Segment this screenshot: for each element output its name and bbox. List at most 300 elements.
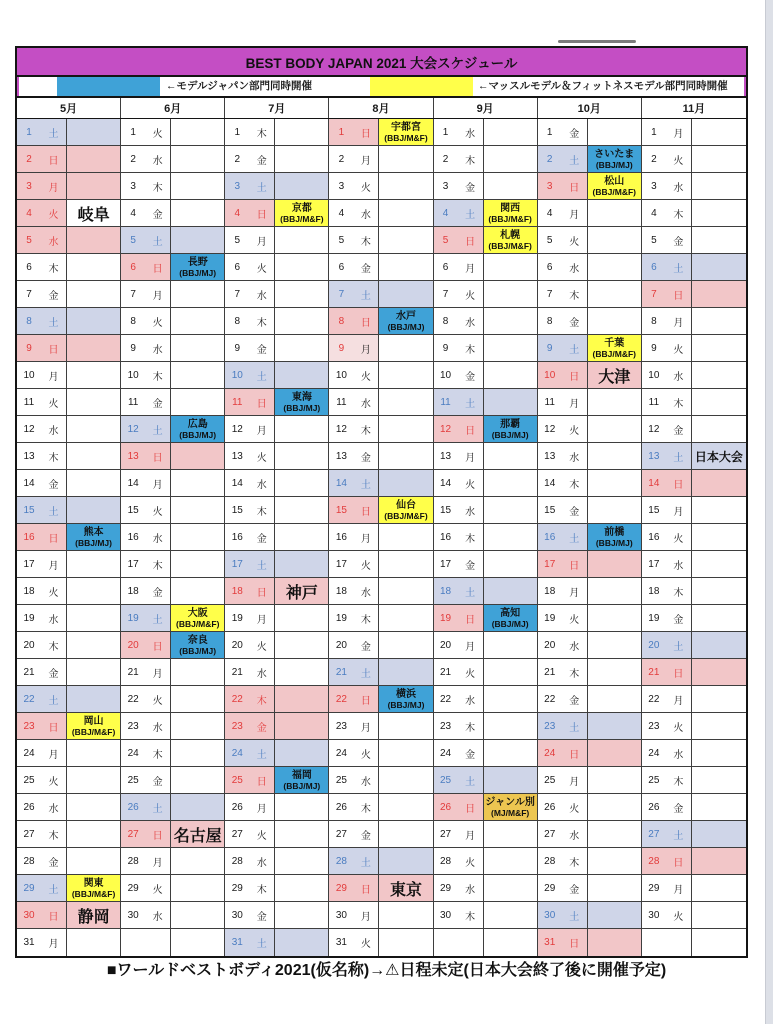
event-cell xyxy=(275,578,328,604)
day-weekday: 月 xyxy=(360,722,371,734)
month-day-cell xyxy=(121,362,225,389)
event-cell-empty xyxy=(692,605,746,631)
day-number-cell xyxy=(538,632,588,658)
event-cell-empty xyxy=(67,416,120,442)
event-cell-empty xyxy=(588,848,641,874)
day-number: 22 xyxy=(231,693,243,705)
event-cell-empty xyxy=(379,848,432,874)
day-number: 8 xyxy=(26,315,32,327)
day-number: 15 xyxy=(648,504,660,516)
event-cell-empty xyxy=(171,173,224,199)
event-cell-empty xyxy=(379,227,432,253)
day-weekday: 日 xyxy=(256,209,267,221)
day-number-cell xyxy=(538,119,588,145)
month-day-cell xyxy=(538,173,642,200)
day-number-cell xyxy=(329,335,379,361)
month-day-cell xyxy=(642,605,746,632)
day-number-cell xyxy=(121,146,171,172)
event-cell-empty xyxy=(692,362,746,388)
day-number: 9 xyxy=(26,342,32,354)
day-weekday: 日 xyxy=(48,155,59,167)
day-number-cell xyxy=(329,578,379,604)
month-day-cell xyxy=(329,119,433,146)
event-cell-empty xyxy=(588,740,641,766)
day-weekday: 金 xyxy=(360,263,371,275)
month-day-cell xyxy=(225,254,329,281)
month-day-cell xyxy=(329,146,433,173)
event-cell-empty xyxy=(588,605,641,631)
day-number: 29 xyxy=(23,882,35,894)
day-weekday: 月 xyxy=(256,614,267,626)
day-weekday: 月 xyxy=(673,695,684,707)
calendar-row xyxy=(17,416,746,443)
day-weekday: 火 xyxy=(673,344,684,356)
day-weekday: 木 xyxy=(48,263,59,275)
day-weekday: 日 xyxy=(256,776,267,788)
event-cell-empty xyxy=(484,281,537,307)
day-weekday: 火 xyxy=(256,641,267,653)
day-number-cell xyxy=(642,416,692,442)
event-cell-empty xyxy=(692,875,746,901)
event-name: 岡山 xyxy=(83,715,104,727)
day-weekday: 金 xyxy=(256,911,267,923)
day-weekday: 金 xyxy=(48,857,59,869)
event-cell-empty xyxy=(484,146,537,172)
event-cell-empty xyxy=(588,416,641,442)
day-number: 6 xyxy=(234,261,241,273)
event-cell-empty xyxy=(379,389,432,415)
day-number: 27 xyxy=(231,828,243,840)
day-number-cell xyxy=(642,821,692,847)
day-number-cell xyxy=(17,146,67,172)
day-number: 3 xyxy=(442,180,449,192)
event-cell-empty xyxy=(275,416,328,442)
day-number: 23 xyxy=(231,720,243,732)
month-day-cell xyxy=(642,794,746,821)
day-number-cell xyxy=(538,362,588,388)
event-cell-empty xyxy=(692,227,746,253)
month-day-cell xyxy=(121,119,225,146)
day-number: 2 xyxy=(130,153,136,165)
day-weekday: 日 xyxy=(48,533,59,545)
month-day-cell xyxy=(538,551,642,578)
day-weekday: 日 xyxy=(569,371,580,383)
day-number: 7 xyxy=(651,288,657,300)
day-number-cell xyxy=(434,578,484,604)
day-number: 11 xyxy=(23,396,35,408)
day-weekday: 火 xyxy=(360,749,371,761)
event-cell-empty xyxy=(67,605,120,631)
month-day-cell xyxy=(329,821,433,848)
event-cell-empty xyxy=(275,551,328,577)
day-number: 19 xyxy=(23,612,35,624)
day-number: 1 xyxy=(442,126,449,138)
day-weekday: 日 xyxy=(673,479,684,491)
day-weekday: 水 xyxy=(673,371,684,383)
month-day-cell xyxy=(225,416,329,443)
day-number-cell xyxy=(225,821,275,847)
day-number: 29 xyxy=(231,882,243,894)
month-day-cell xyxy=(642,632,746,659)
day-weekday: 月 xyxy=(48,371,59,383)
day-weekday: 水 xyxy=(152,344,163,356)
day-weekday: 木 xyxy=(360,803,371,815)
month-header-cell: 8月 xyxy=(329,98,433,118)
day-weekday: 金 xyxy=(673,236,684,248)
event-cell-empty xyxy=(275,470,328,496)
event-name: 神戸 xyxy=(285,584,318,602)
day-number: 14 xyxy=(648,477,660,489)
day-number: 8 xyxy=(651,315,657,327)
month-day-cell xyxy=(17,821,121,848)
month-day-cell xyxy=(434,497,538,524)
day-number-cell xyxy=(434,119,484,145)
day-number-cell xyxy=(642,551,692,577)
day-weekday: 日 xyxy=(152,263,163,275)
event-cell-empty xyxy=(171,470,224,496)
month-day-cell xyxy=(121,335,225,362)
day-number-cell xyxy=(642,389,692,415)
day-number: 15 xyxy=(23,504,35,516)
day-weekday: 月 xyxy=(256,236,267,248)
day-weekday: 木 xyxy=(256,695,267,707)
day-number-cell xyxy=(329,470,379,496)
day-weekday: 土 xyxy=(569,911,580,923)
month-day-cell xyxy=(225,632,329,659)
event-cell-empty xyxy=(484,308,537,334)
month-day-cell xyxy=(17,227,121,254)
day-number: 9 xyxy=(651,342,657,354)
day-weekday: 火 xyxy=(569,236,580,248)
day-weekday: 水 xyxy=(569,263,580,275)
day-number-cell xyxy=(434,686,484,712)
day-number-cell xyxy=(17,119,67,145)
event-category: (BBJ/MJ) xyxy=(179,267,217,278)
month-day-cell xyxy=(434,632,538,659)
day-number-cell xyxy=(17,848,67,874)
day-number-cell xyxy=(538,659,588,685)
month-day-cell xyxy=(538,713,642,740)
month-day-cell xyxy=(434,524,538,551)
day-number-cell xyxy=(17,416,67,442)
calendar-row xyxy=(17,821,746,848)
month-day-cell xyxy=(538,335,642,362)
day-number: 21 xyxy=(231,666,243,678)
month-day-cell xyxy=(225,281,329,308)
day-number: 4 xyxy=(234,207,241,219)
event-cell-empty xyxy=(588,578,641,604)
day-weekday: 火 xyxy=(152,317,163,329)
day-number: 3 xyxy=(338,180,345,192)
month-day-cell xyxy=(642,902,746,929)
event-cell-empty xyxy=(275,362,328,388)
day-number: 13 xyxy=(544,450,556,462)
event-cell-empty xyxy=(275,875,328,901)
day-number: 2 xyxy=(234,153,241,165)
day-number: 23 xyxy=(440,720,452,732)
day-number: 17 xyxy=(335,558,347,570)
day-weekday: 土 xyxy=(465,398,476,410)
day-weekday: 土 xyxy=(569,155,580,167)
day-weekday: 月 xyxy=(360,344,371,356)
event-name: 岐阜 xyxy=(77,206,110,224)
day-weekday: 火 xyxy=(152,884,163,896)
day-weekday: 金 xyxy=(569,128,580,140)
event-cell-empty xyxy=(692,794,746,820)
day-number-cell xyxy=(17,173,67,199)
day-number-cell xyxy=(642,254,692,280)
day-number: 7 xyxy=(130,288,136,300)
day-number: 18 xyxy=(648,585,660,597)
event-cell-empty xyxy=(588,119,641,145)
day-number: 19 xyxy=(648,612,660,624)
event-cell-empty xyxy=(484,902,537,928)
day-weekday: 日 xyxy=(48,344,59,356)
day-number-cell xyxy=(642,362,692,388)
month-day-cell xyxy=(121,902,225,929)
day-number: 19 xyxy=(335,612,347,624)
day-number: 18 xyxy=(231,585,243,597)
day-number-cell xyxy=(642,713,692,739)
month-day-cell xyxy=(121,227,225,254)
month-day-cell xyxy=(121,605,225,632)
event-cell-empty xyxy=(275,335,328,361)
event-cell-empty xyxy=(275,146,328,172)
month-day-cell xyxy=(434,146,538,173)
day-weekday: 月 xyxy=(360,911,371,923)
day-number: 9 xyxy=(546,342,553,354)
day-number-cell xyxy=(329,848,379,874)
event-cell-empty xyxy=(484,686,537,712)
day-number: 14 xyxy=(335,477,347,489)
day-number: 10 xyxy=(231,369,243,381)
day-number: 12 xyxy=(440,423,452,435)
month-day-cell xyxy=(225,578,329,605)
day-number-cell xyxy=(225,389,275,415)
calendar-row xyxy=(17,740,746,767)
event-category: (BBJ/MJ) xyxy=(387,699,425,710)
day-number: 13 xyxy=(648,450,660,462)
event-category: (BBJ/M&F) xyxy=(592,348,636,359)
day-weekday: 火 xyxy=(152,506,163,518)
month-day-cell xyxy=(538,443,642,470)
day-number-cell xyxy=(434,470,484,496)
day-number: 31 xyxy=(23,937,35,948)
day-number: 1 xyxy=(26,126,32,138)
day-number: 1 xyxy=(338,126,345,138)
event-cell xyxy=(171,605,224,631)
event-name: 千葉 xyxy=(604,337,625,349)
day-number-cell xyxy=(329,497,379,523)
day-number-cell xyxy=(434,767,484,793)
event-cell-empty xyxy=(484,578,537,604)
event-cell-empty xyxy=(588,551,641,577)
calendar-row xyxy=(17,200,746,227)
day-weekday: 木 xyxy=(360,425,371,437)
day-number: 16 xyxy=(648,531,660,543)
month-day-cell xyxy=(17,119,121,146)
event-cell xyxy=(67,902,120,928)
day-number-cell xyxy=(225,929,275,956)
month-day-cell xyxy=(329,308,433,335)
day-weekday: 月 xyxy=(48,560,59,572)
day-number: 5 xyxy=(546,234,553,246)
event-name: 札幌 xyxy=(500,229,521,241)
event-cell-empty xyxy=(379,821,432,847)
event-cell-empty xyxy=(171,902,224,928)
day-number: 21 xyxy=(440,666,452,678)
month-day-cell xyxy=(329,362,433,389)
day-number-cell xyxy=(642,470,692,496)
month-day-cell xyxy=(17,875,121,902)
day-number-cell xyxy=(329,362,379,388)
legend-row xyxy=(17,77,746,98)
day-number: 21 xyxy=(127,666,139,678)
day-weekday: 日 xyxy=(360,506,371,518)
month-day-cell xyxy=(538,767,642,794)
day-weekday: 日 xyxy=(673,290,684,302)
day-weekday: 土 xyxy=(256,939,267,950)
day-number-cell xyxy=(329,389,379,415)
month-day-cell xyxy=(17,497,121,524)
month-day-cell xyxy=(434,686,538,713)
vertical-scrollbar[interactable] xyxy=(765,0,773,1024)
event-cell-empty xyxy=(171,443,224,469)
day-weekday: 水 xyxy=(465,506,476,518)
day-number: 26 xyxy=(23,801,35,813)
month-day-cell xyxy=(642,227,746,254)
day-number-cell xyxy=(225,146,275,172)
day-number: 19 xyxy=(544,612,556,624)
day-weekday: 金 xyxy=(360,641,371,653)
day-weekday: 火 xyxy=(360,182,371,194)
day-number: 6 xyxy=(26,261,32,273)
day-weekday: 木 xyxy=(465,155,476,167)
event-cell-empty xyxy=(67,443,120,469)
day-number-cell xyxy=(538,254,588,280)
day-number: 23 xyxy=(23,720,35,732)
month-day-cell xyxy=(329,335,433,362)
month-header-cell: 10月 xyxy=(538,98,642,118)
day-number-cell xyxy=(642,659,692,685)
day-number-cell xyxy=(329,821,379,847)
day-number-cell xyxy=(434,227,484,253)
event-cell xyxy=(67,875,120,901)
month-day-cell xyxy=(642,767,746,794)
month-day-cell xyxy=(434,605,538,632)
day-number: 15 xyxy=(440,504,452,516)
day-weekday: 月 xyxy=(152,668,163,680)
event-cell-empty xyxy=(67,821,120,847)
event-name: 静岡 xyxy=(77,908,110,926)
day-number-cell xyxy=(434,443,484,469)
event-cell-empty xyxy=(171,200,224,226)
day-number: 23 xyxy=(648,720,660,732)
day-number: 28 xyxy=(440,855,452,867)
event-cell-empty xyxy=(484,551,537,577)
event-category: (BBJ/MJ) xyxy=(179,429,217,440)
event-cell xyxy=(484,605,537,631)
day-number-cell xyxy=(121,659,171,685)
event-cell-empty xyxy=(588,659,641,685)
day-weekday: 日 xyxy=(569,560,580,572)
event-cell-empty xyxy=(379,767,432,793)
event-cell-empty xyxy=(379,551,432,577)
month-day-cell xyxy=(121,821,225,848)
event-cell-empty xyxy=(275,254,328,280)
event-cell-empty xyxy=(171,119,224,145)
day-number-cell xyxy=(329,740,379,766)
event-cell-empty xyxy=(379,335,432,361)
event-name: さいたま xyxy=(594,148,635,160)
month-day-cell xyxy=(329,227,433,254)
day-number-cell xyxy=(17,578,67,604)
event-cell-empty xyxy=(692,200,746,226)
month-day-cell xyxy=(642,713,746,740)
day-weekday: 日 xyxy=(360,128,371,140)
month-day-cell xyxy=(329,767,433,794)
day-number: 10 xyxy=(440,369,452,381)
day-number: 14 xyxy=(127,477,139,489)
month-day-cell xyxy=(642,281,746,308)
event-name: 日本大会 xyxy=(694,449,743,464)
day-number: 24 xyxy=(648,747,660,759)
day-number: 11 xyxy=(336,396,347,408)
day-weekday: 木 xyxy=(152,749,163,761)
event-cell-empty xyxy=(692,146,746,172)
day-number-cell xyxy=(538,308,588,334)
event-cell-empty xyxy=(588,632,641,658)
calendar-row xyxy=(17,146,746,173)
month-day-cell xyxy=(17,362,121,389)
day-weekday: 水 xyxy=(360,398,371,410)
day-weekday: 水 xyxy=(465,695,476,707)
day-number-cell xyxy=(642,173,692,199)
event-cell-empty xyxy=(379,713,432,739)
day-number: 5 xyxy=(338,234,345,246)
event-cell-empty xyxy=(588,308,641,334)
day-number-cell xyxy=(538,821,588,847)
month-day-cell xyxy=(17,605,121,632)
event-name: 大阪 xyxy=(187,607,208,619)
event-cell-empty xyxy=(379,470,432,496)
day-number-cell xyxy=(538,740,588,766)
month-day-cell xyxy=(225,173,329,200)
event-cell-empty xyxy=(588,470,641,496)
month-day-cell xyxy=(434,200,538,227)
day-number: 14 xyxy=(544,477,556,489)
month-day-cell xyxy=(17,416,121,443)
footer-note: ■ワールドベストボディ2021(仮名称)→⚠日程未定(日本大会終了後に開催予定) xyxy=(106,962,667,979)
calendar-row xyxy=(17,578,746,605)
day-number: 10 xyxy=(23,369,35,381)
event-cell-empty xyxy=(67,308,120,334)
month-day-cell xyxy=(642,389,746,416)
month-day-cell xyxy=(225,308,329,335)
day-number: 25 xyxy=(23,774,35,786)
day-number-cell xyxy=(329,308,379,334)
event-cell-empty xyxy=(379,362,432,388)
event-cell-empty xyxy=(692,524,746,550)
month-day-cell xyxy=(434,335,538,362)
day-number: 31 xyxy=(231,937,243,948)
day-number-cell xyxy=(329,524,379,550)
day-weekday: 火 xyxy=(465,479,476,491)
event-cell xyxy=(67,524,120,550)
month-day-cell xyxy=(121,416,225,443)
day-number: 31 xyxy=(335,937,347,948)
day-number: 1 xyxy=(546,126,553,138)
